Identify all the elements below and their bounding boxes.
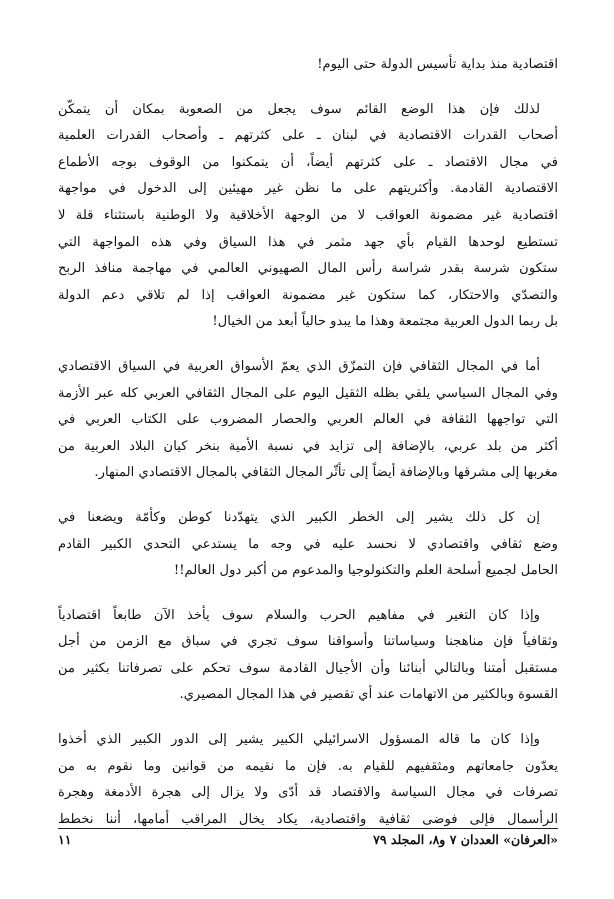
text-line: إن كل ذلك يشير إلى الخطر الكبير الذي يتهدّدنا كوطن وكأمّة ويضعنا في: [58, 509, 540, 525]
text-line: أصحاب القدرات الاقتصادية في لبنان ـ على كثرتهم ـ وأصحاب القدرات العلمية: [58, 128, 558, 144]
text-line: اقتصادية غير مضمونة العواقب لا من الوجهة الأخلاقية ولا الوطنية باستثناء قلة لا: [58, 207, 558, 223]
text-line: اقتصادية منذ بداية تأسيس الدولة حتى اليوم!: [317, 57, 558, 72]
text-line: الحامل لجميع أسلحة العلم والتكنولوجيا والمدعوم من أكبر دول العالم!!: [173, 563, 558, 579]
text-line: تصرفات في مجال السياسة والاقتصاد قد أدّى ولا يزال إلى هجرة الأدمغة وهجرة: [58, 785, 558, 801]
text-line: بل ربما الدول العربية مجتمعة وهذا ما يبدو حالياً أبعد من الخيال!: [212, 314, 558, 330]
text-line: الرأسمال فإلى فوضى ثقافية واقتصادية، يكاد يخال المراقب أمامها، أننا نخطط: [58, 811, 558, 827]
text-line: التي تواجهها الثقافة في العالم العربي والحصار المضروب على الكتاب العربي في: [58, 412, 558, 428]
journal-citation: «العرفان» العددان ٧ و٨، المجلد ٧٩: [373, 832, 558, 847]
text-line: وضع ثقافي واقتصادي لا نحسد عليه في وجه ما يستدعي التحدي الكبير القادم: [58, 536, 558, 552]
paragraph-6: [58, 727, 558, 833]
text-line: وإذا كان التغير في مفاهيم الحرب والسلام سوف يأخذ الآن طابعاً اقتصادياً: [58, 607, 540, 623]
paragraph-4: [58, 505, 558, 585]
text-line: وإذا كان ما قاله المسؤول الاسرائيلي الكبير يشير إلى الدور الكبير الذي أخذوا: [58, 732, 540, 748]
paragraph-1: [58, 52, 558, 79]
text-line: والتصدّي والاحتكار، كما ستكون غير مضمونة العواقب إذا لم تلاقي دعم الدولة: [58, 287, 558, 303]
page-number: ١١: [58, 832, 72, 847]
text-line: لذلك فإن هذا الوضع القائم سوف يجعل من الصعوبة بمكان أن يتمكّن: [58, 101, 540, 117]
text-line: تستطيع لوحدها القيام بأي جهد مثمر في هذا السياق وفي هذه المواجهة التي: [58, 234, 558, 250]
text-line: يعدّون جامعاتهم ومثقفيهم للقيام به. فإن ما نقيمه من قوانين وما نقوم به من: [58, 758, 558, 774]
footer-divider: [58, 828, 558, 829]
page-body: [58, 52, 558, 833]
text-line: أكثر من بلد عربي، بالإضافة إلى تزايد في نسبة الأمية بنخر كيان البلاد العربية من: [58, 438, 558, 454]
text-line: أما في المجال الثقافي فإن التمزّق الذي يعمّ الأسواق العربية في السياق الاقتصادي: [58, 358, 540, 374]
page-footer: [58, 832, 558, 854]
text-line: في مجال الاقتصاد ـ على كثرتهم أيضاً، أن يتمكنوا من الوقوف بوجه الأطماع: [58, 154, 558, 170]
paragraph-3: [58, 354, 558, 487]
text-line: الاقتصادية القادمة. وأكثريتهم على ما نظن غير مهيئين إلى الدخول في مواجهة: [58, 181, 558, 197]
paragraph-2: [58, 97, 558, 336]
paragraph-5: [58, 603, 558, 709]
text-line: وثقافياً فإن مناهجنا وسياساتنا وأسواقنا سوف تجري في سباق مع الزمن من أجل: [58, 634, 558, 650]
text-line: وفي المجال السياسي يلقي بظله الثقيل اليوم على المجال الثقافي العربي كله عبر الأزمة: [58, 385, 558, 401]
text-line: مستقبل أمتنا وبالتالي أبنائنا وأن الأجيال القادمة سوف تحكم على تصرفاتنا بكثير من: [58, 660, 558, 676]
text-line: القسوة وبالكثير من الاتهامات عند أي تقصير في هذا المجال المصيري.: [179, 687, 558, 703]
text-line: ستكون شرسة بقدر شراسة رأس المال الصهيوني العالمي في مهاجمة منافذ الربح: [58, 261, 558, 277]
text-line: مغربها إلى مشرقها وبالإضافة أيضاً إلى تأثّر المجال الثقافي بالمجال الاقتصادي المنهار.: [94, 465, 558, 481]
